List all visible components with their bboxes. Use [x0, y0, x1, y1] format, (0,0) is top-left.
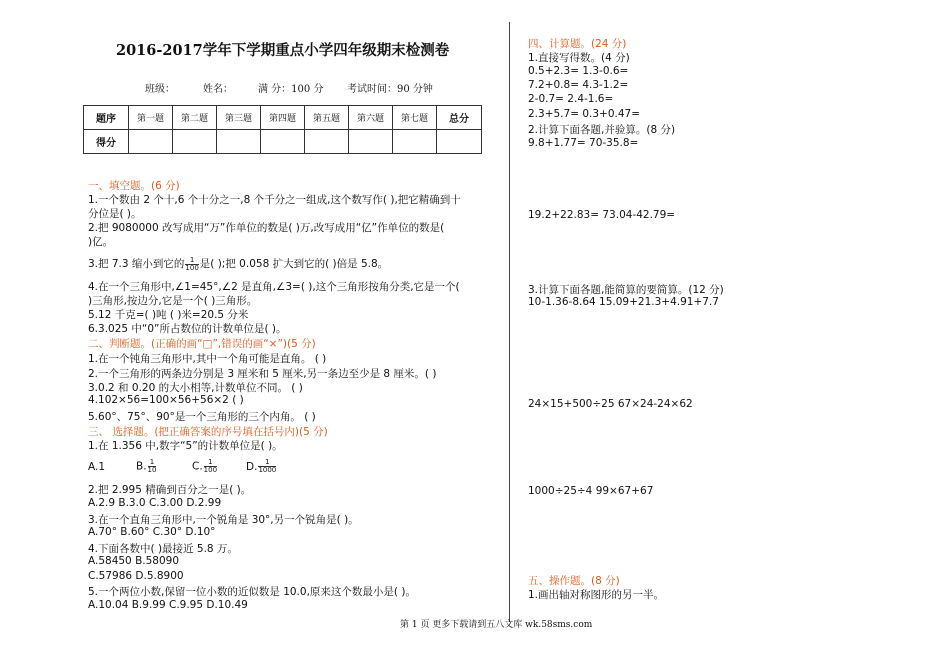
- fraction-denominator: 1000: [258, 466, 277, 474]
- score-cell[interactable]: [305, 130, 349, 154]
- column-divider: [509, 22, 510, 622]
- section3-q4-options-1: A.58450 B.58090: [88, 555, 180, 567]
- page-footer: 第 1 页 更多下载请到五八文库 wk.58sms.com: [400, 620, 593, 630]
- section2-heading: 二、判断题。(正确的画“□”,错误的画“×”)(5 分): [88, 338, 316, 350]
- document-title: 2016-2017学年下学期重点小学四年级期末检测卷: [116, 42, 450, 59]
- option-b-label: B.: [136, 460, 147, 473]
- header-cell: 第二题: [173, 106, 217, 130]
- score-cell[interactable]: [437, 130, 482, 154]
- header-cell: 第六题: [349, 106, 393, 130]
- score-cell[interactable]: [217, 130, 261, 154]
- score-cell[interactable]: [173, 130, 217, 154]
- section3-q2: 2.把 2.995 精确到百分之一是( )。: [88, 484, 252, 496]
- header-cell: 总分: [437, 106, 482, 130]
- section4-row2: 7.2+0.8= 4.3-1.2=: [528, 79, 629, 91]
- option-c: [192, 459, 246, 474]
- fraction: [204, 459, 217, 474]
- section3-q1: 1.在 1.356 中,数字“5”的计数单位是( )。: [88, 440, 283, 452]
- section4-simplify-2: 24×15+500÷25 67×24-24×62: [528, 398, 693, 410]
- section4-sub1: 1.直接写得数。(4 分): [528, 52, 630, 64]
- option-b: [136, 459, 192, 474]
- option-c-label: C.: [192, 460, 203, 473]
- option-a: A.1: [88, 460, 106, 473]
- score-cell[interactable]: [393, 130, 437, 154]
- section3-heading: 三、 选择题。(把正确答案的序号填在括号内)(5 分): [88, 426, 328, 438]
- section1-q2-line1: 2.把 9080000 改写成用“万”作单位的数是( )万,改写成用“亿”作单位的数是(: [88, 222, 445, 234]
- section3-q4-options-2: C.57986 D.5.8900: [88, 570, 184, 582]
- section1-q4-line2: )三角形,按边分,它是一个( )三角形。: [88, 295, 258, 307]
- score-cell[interactable]: [129, 130, 173, 154]
- score-table-score-row: [84, 130, 482, 154]
- section4-sub2: 2.计算下面各题,并验算。(8 分): [528, 124, 676, 136]
- section4-verify-2: 19.2+22.83= 73.04-42.79=: [528, 209, 676, 221]
- section1-q3: [88, 256, 488, 272]
- fraction-numerator: 1: [185, 257, 198, 265]
- full-score: 满 分：100 分: [258, 84, 324, 95]
- section1-q6: 6.3.025 中“0”所占数位的计数单位是( )。: [88, 323, 287, 335]
- class-label: 班级：: [145, 84, 175, 95]
- fraction: [148, 459, 157, 474]
- header-cell: 第四题: [261, 106, 305, 130]
- section4-heading: 四、计算题。(24 分): [528, 38, 627, 50]
- option-d: [246, 458, 277, 474]
- section4-verify-1: 9.8+1.77= 70-35.8=: [528, 137, 639, 149]
- fraction-numerator: 1: [204, 459, 217, 467]
- section4-row3: 2-0.7= 2.4-1.6=: [528, 93, 614, 105]
- section2-q3: 3.0.2 和 0.20 的大小相等,计数单位不同。 ( ): [88, 382, 303, 394]
- section1-q5: 5.12 千克=( )吨 ( )米=20.5 分米: [88, 309, 249, 321]
- section1-q4-line1: 4.在一个三角形中,∠1=45°,∠2 是直角,∠3=( ),这个三角形按角分类,它是一个(: [88, 281, 460, 293]
- section2-q1: 1.在一个钝角三角形中,其中一个角可能是直角。 ( ): [88, 353, 327, 365]
- section2-q2: 2.一个三角形的两条边分别是 3 厘米和 5 厘米,另一条边至少是 8 厘米。( ): [88, 368, 437, 380]
- header-cell: 题序: [84, 106, 129, 130]
- section3-q3-options: A.70° B.60° C.30° D.10°: [88, 526, 216, 538]
- section1-heading: 一、填空题。(6 分): [88, 180, 180, 192]
- fraction-denominator: 100: [203, 466, 218, 474]
- score-table: [83, 105, 482, 154]
- section5-q1: 1.画出轴对称图形的另一半。: [528, 589, 665, 601]
- section4-simplify-3: 1000÷25÷4 99×67+67: [528, 485, 654, 497]
- section4-simplify-1: 10-1.36-8.64 15.09+21.3+4.91+7.7: [528, 296, 719, 308]
- score-table-header-row: [84, 106, 482, 130]
- score-cell[interactable]: [261, 130, 305, 154]
- section5-heading: 五、操作题。(8 分): [528, 575, 620, 587]
- fraction: [185, 257, 198, 272]
- header-cell: 第三题: [217, 106, 261, 130]
- section1-q2-line2: )亿。: [88, 236, 114, 248]
- header-cell: 第一题: [129, 106, 173, 130]
- fraction-numerator: 1: [148, 459, 157, 467]
- q3-text-pre: 3.把 7.3 缩小到它的: [88, 258, 185, 270]
- section4-row1: 0.5+2.3= 1.3-0.6=: [528, 65, 629, 77]
- section2-q5: 5.60°、75°、90°是一个三角形的三个内角。 ( ): [88, 411, 316, 423]
- section3-q3: 3.在一个直角三角形中,一个锐角是 30°,另一个锐角是( )。: [88, 514, 359, 526]
- fraction-denominator: 100: [185, 263, 199, 272]
- fraction-numerator: 1: [258, 459, 276, 467]
- fraction-denominator: 10: [147, 466, 157, 474]
- section3-q5: 5.一个两位小数,保留一位小数的近似数是 10.0,原来这个数最小是( )。: [88, 586, 416, 598]
- option-d-label: D.: [246, 460, 258, 473]
- section4-row4: 2.3+5.7= 0.3+0.47=: [528, 108, 641, 120]
- section1-q1-line1: 1.一个数由 2 个十,6 个十分之一,8 个千分之一组成,这个数写作( ),把它精确到十: [88, 194, 461, 206]
- header-cell: 第七题: [393, 106, 437, 130]
- exam-time: 考试时间：90 分钟: [347, 84, 433, 95]
- q3-text-post: 是( );把 0.058 扩大到它的( )倍是 5.8。: [199, 258, 389, 270]
- fraction: [258, 459, 276, 474]
- section4-sub3: 3.计算下面各题,能简算的要简算。(12 分): [528, 284, 724, 296]
- section3-q2-options: A.2.9 B.3.0 C.3.00 D.2.99: [88, 497, 222, 509]
- section2-q4: 4.102×56=100×56+56×2 ( ): [88, 394, 244, 406]
- score-row-label: 得分: [84, 130, 129, 154]
- section1-q1-line2: 分位是( )。: [88, 208, 142, 220]
- name-label: 姓名：: [203, 84, 233, 95]
- section3-q1-options: [88, 459, 488, 474]
- header-cell: 第五题: [305, 106, 349, 130]
- section3-q5-options: A.10.04 B.9.99 C.9.95 D.10.49: [88, 599, 248, 611]
- score-cell[interactable]: [349, 130, 393, 154]
- section3-q4: 4.下面各数中( )最接近 5.8 万。: [88, 543, 238, 555]
